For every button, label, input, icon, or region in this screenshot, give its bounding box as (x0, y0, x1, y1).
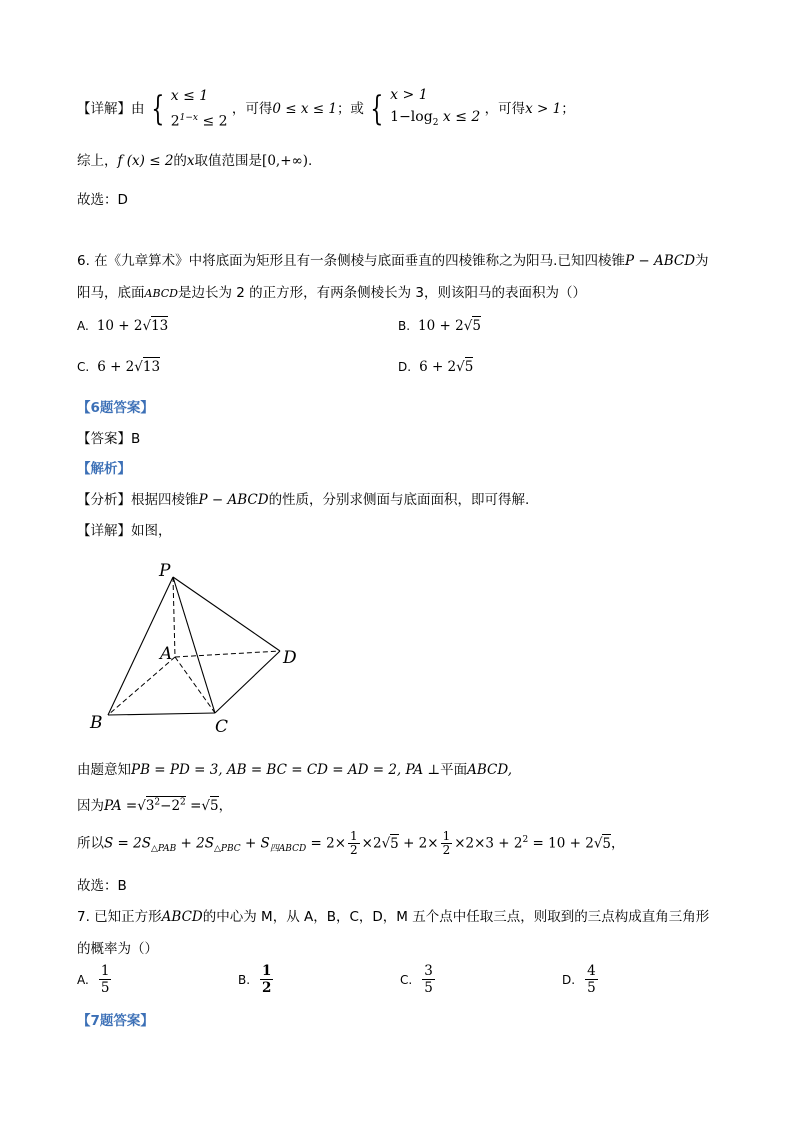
q6-option-a[interactable]: A. 10 + 2√13 (77, 318, 169, 334)
so-b: + 2S (180, 835, 214, 852)
vertex-b-label: B (90, 713, 103, 733)
pow-base: 2 (170, 113, 180, 130)
rad-base-1: 3 (145, 798, 155, 814)
summary-mid: 的 (173, 153, 187, 169)
option-label: C. (77, 360, 90, 374)
q6-so: 所以$S = 2S_{\triangle PAB} + 2S_{\triangle PBC} + S_{四ABCD} = 2\times$ $\frac{1}{2}$ ×2√5 + 2× $\frac{1}{2}$ $\times 2\times 3 + 2^2 = 10 + 2√5$， (77, 829, 625, 857)
option-label: A. (77, 319, 89, 333)
pyramid-figure (80, 555, 320, 745)
because-end: ， (218, 798, 233, 814)
so-a-sub: △PAB (150, 844, 177, 855)
log-sub: 2 (432, 117, 439, 128)
system-2-row-2 (390, 106, 480, 134)
option-radicand: 5 (472, 318, 481, 334)
because-result: 5 (210, 798, 219, 814)
detail-label: 【详解】 (77, 100, 131, 117)
summary-range: [0,+∞) (262, 153, 309, 169)
log-pre: 1−log (390, 109, 433, 125)
q6-choice: 故选：B (77, 878, 127, 894)
system-1-row-2 (171, 107, 228, 133)
q6-stem-b: P − ABCD (624, 253, 696, 269)
edge-cd (215, 651, 280, 713)
option-fraction (585, 963, 598, 996)
detail-line-systems (77, 84, 575, 134)
summary-mid2: 取值范围是 (194, 153, 263, 169)
q6-stem-line-1 (77, 249, 709, 269)
so-b-sub: △PBC (214, 844, 241, 855)
so-h-rad: 5 (602, 835, 612, 852)
text-you: 由 (131, 100, 145, 117)
option-pre: 10 + 2 (96, 318, 143, 334)
q6-because: 因为PA $=√3^2-2^2 =√5$， (77, 797, 233, 814)
q6-stem-c: 为 (695, 253, 709, 269)
given-mid: 平面 (440, 762, 468, 778)
q6-answer: 【答案】B (77, 431, 141, 447)
choice-5: 故选：D (77, 192, 128, 208)
text-get-2: ，可得 (484, 100, 526, 117)
q6-analysis-header: 【解析】 (77, 461, 131, 477)
vertex-d-label: D (283, 648, 297, 668)
q7-option-a[interactable] (77, 963, 113, 996)
q6-stem-a: 6. 在《九章算术》中将底面为矩形且有一条侧棱与底面垂直的四棱锥称之为阳马.已知四棱锥 (77, 253, 625, 269)
fraction-half-1 (348, 830, 360, 857)
q6-option-b[interactable]: B. 10 + 2√5 (398, 318, 481, 334)
frac-num: 4 (587, 963, 596, 979)
q6-stem-line-2 (77, 281, 586, 301)
frac-den: 5 (424, 980, 433, 996)
so-e-rad: 5 (390, 835, 399, 852)
option-label: D. (562, 972, 576, 987)
vertex-c-label: C (215, 717, 229, 737)
result-1: 0 ≤ x ≤ 1 (272, 100, 337, 117)
summary-end: . (308, 153, 313, 169)
option-label: B. (238, 972, 251, 987)
detail-label: 【详解】 (77, 523, 131, 539)
so-e: ×2 (361, 835, 382, 852)
system-2 (390, 84, 480, 134)
frac-den: 5 (100, 980, 110, 996)
given-pre: 由题意知 (77, 762, 131, 778)
q7-option-c[interactable] (400, 963, 437, 996)
q6-given (77, 758, 512, 778)
rad-exp-1: 2 (154, 797, 161, 808)
summary-var: x (186, 153, 195, 169)
so-a: S = 2S (104, 835, 151, 852)
option-fraction (99, 963, 112, 996)
analysis-label: 【分析】 (77, 492, 131, 508)
edge-pc (173, 577, 215, 713)
q6-stem-2a: 阳马，底面 (77, 285, 145, 301)
option-radicand: 13 (142, 359, 161, 375)
analysis-b: P − ABCD (198, 492, 269, 508)
result-2: x > 1 (525, 100, 562, 117)
system-1-row-1: x ≤ 1 (170, 88, 209, 105)
because-pre: 因为 (77, 798, 104, 814)
option-pre: 10 + 2 (418, 318, 464, 334)
q6-option-c[interactable]: C. 6 + 2√13 (77, 359, 161, 375)
edge-pd (173, 577, 280, 651)
log-post: x ≤ 2 (438, 109, 481, 125)
analysis-c: 的性质，分别求侧面与底面面积，即可得解. (268, 492, 530, 508)
option-label: A. (77, 972, 89, 987)
so-f: + 2× (403, 835, 439, 852)
so-d: = 2× (310, 835, 347, 852)
option-pre: 6 + 2 (419, 359, 457, 375)
because-radicand: $3^2-2^2$ (145, 797, 186, 814)
q7-answer-header: 【7题答案】 (77, 1013, 154, 1029)
option-fraction (260, 963, 273, 996)
text-or: ；或 (336, 100, 364, 117)
q6-detail (77, 519, 172, 539)
system-2-row-1: x > 1 (390, 87, 428, 103)
edge-ad (175, 651, 280, 657)
frac-num: 1 (442, 829, 451, 843)
q7-option-b[interactable] (238, 963, 275, 996)
q6-option-d[interactable]: D. 6 + 2√5 (398, 359, 474, 375)
edge-bc (108, 713, 215, 715)
q7-option-d[interactable] (562, 963, 600, 996)
frac-num: 1 (350, 829, 358, 843)
so-end: ， (611, 835, 625, 852)
q7-stem-b: ABCD (161, 909, 203, 925)
so-g-exp: 2 (522, 835, 529, 845)
frac-num: 3 (424, 963, 433, 979)
q6-answer-header: 【6题答案】 (77, 400, 154, 416)
summary-expr: f (x) ≤ 2 (117, 153, 174, 169)
frac-num: 1 (100, 963, 110, 979)
option-radicand: 5 (464, 359, 474, 375)
so-c-sub: 四ABCD (269, 844, 307, 855)
so-h: = 10 + 2 (532, 835, 594, 852)
analysis-a: 根据四棱锥 (131, 492, 199, 508)
system-1 (171, 85, 228, 133)
vertex-p-label: P (159, 561, 171, 581)
because-eq: = (190, 798, 202, 814)
vertex-a-label: A (160, 644, 173, 664)
detail-text: 如图， (131, 523, 172, 539)
q7-stem-line-1 (77, 905, 709, 925)
q6-stem-2c: 是边长为 2 的正方形，有两条侧棱长为 3，则该阳马的表面积为（） (177, 285, 587, 301)
frac-den: 2 (442, 843, 451, 857)
edge-pa (173, 577, 175, 657)
frac-den: 5 (587, 980, 596, 996)
option-label: C. (400, 972, 413, 987)
frac-den: 2 (350, 843, 358, 857)
edge-ab (108, 657, 175, 715)
option-pre: 6 + 2 (97, 359, 135, 375)
summary-pre: 综上， (77, 153, 118, 169)
q7-stem-c: 的中心为 M，从 A，B，C，D，M 五个点中任取三点，则取到的三点构成直角三角形 (202, 909, 710, 925)
given-math: PB = PD = 3, AB = BC = CD = AD = 2, PA ⊥ (131, 762, 441, 778)
brace-icon: { (370, 88, 384, 129)
option-label: B. (398, 319, 411, 333)
option-radicand: 13 (151, 318, 169, 334)
given-end: ABCD, (467, 762, 512, 778)
summary-line (77, 149, 312, 169)
text-get-1: ，可得 (231, 100, 273, 117)
frac-num: 1 (262, 963, 272, 979)
because-pa: PA = (104, 798, 138, 814)
q7-stem-a: 7. 已知正方形 (77, 909, 162, 925)
option-fraction (422, 963, 435, 996)
fraction-half-2 (441, 830, 453, 857)
pow-exp: 1−x (179, 113, 198, 124)
rad-exp-2: 2 (180, 797, 186, 808)
q7-stem-line-2: 的概率为（） (77, 941, 158, 957)
pow-rest: ≤ 2 (198, 113, 228, 130)
so-pre: 所以 (77, 835, 104, 852)
so-c: + S (244, 835, 270, 852)
q6-analysis (77, 488, 529, 508)
brace-icon: { (151, 88, 165, 129)
edge-ac (175, 657, 215, 713)
so-g: ×2×3 + 2 (454, 835, 523, 852)
q6-stem-2b: ABCD (144, 287, 178, 300)
text-end: ； (561, 100, 575, 117)
frac-den: 2 (262, 980, 272, 996)
option-label: D. (398, 360, 412, 374)
